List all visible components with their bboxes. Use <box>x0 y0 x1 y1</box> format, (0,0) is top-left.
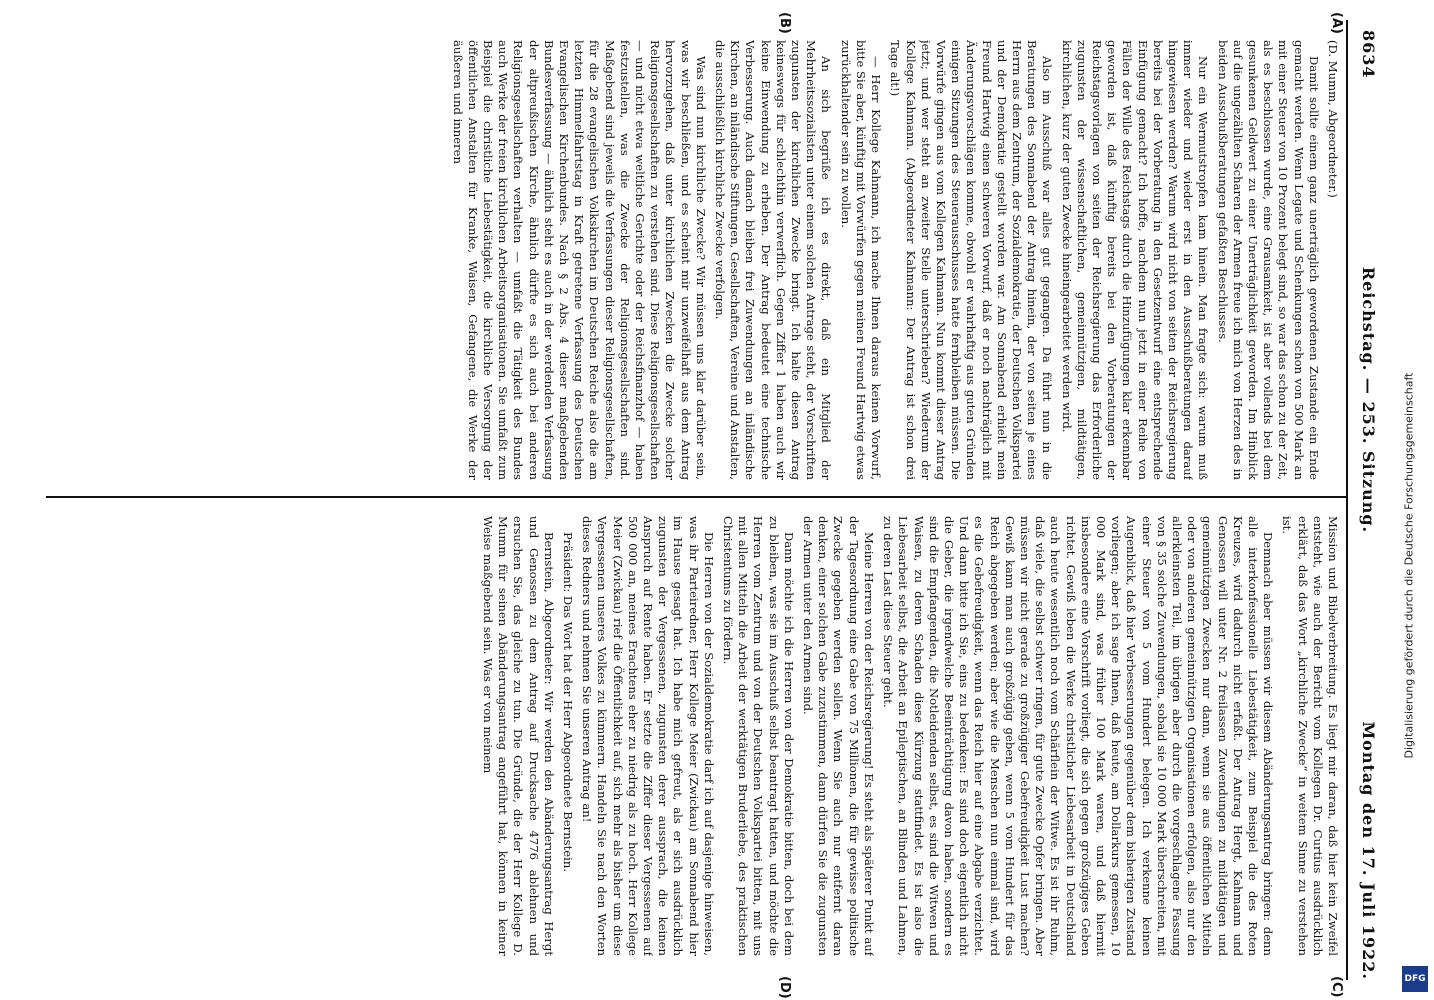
header-title: Reichstag. — 253. Sitzung. <box>1359 266 1378 534</box>
digitization-credit <box>1398 140 1420 990</box>
speaker-line: (D. Mumm, Abgeordneter.) <box>1326 40 1340 198</box>
digitization-credit-text: Digitalisierung gefördert durch die Deutsche Forschungsgemeinschaft <box>1402 372 1416 758</box>
paragraph: Meine Herren von der Reichsregierung! Es steht als späterer Punkt auf der Tagesordnung eine Gabe von 75 Millionen, die für gewisse politische Zwecke gegeben werden sollen. Wenn Sie auch nur entfernt daran denken, einer solchen Gabe zuzustimmen, dann dürfen Sie die zugunsten der Armen unter den Armen sind. <box>801 516 876 956</box>
page-number: 8634 <box>1359 30 1378 79</box>
paragraph: Bernstein, Abgeordneter: Wir werden den Abänderungsantrag Hergt und Genossen zu dem Antrag auf Drucksache 4776 ablehnen und ersuchen Sie, das gleiche zu tun. Die Gründe, die der Herr Kollege D. Mumm für seinen Abänderungsantrag angeführt hat, können in keiner Weise maßgebend sein. Was er von meinem <box>481 516 556 956</box>
paragraph: — Herr Kollege Kahmann, ich mache Ihnen daraus keinen Vorwurf, bitte Sie aber, künftig mit Vorwürfen gegen meinen Freund Hartwig etwas zurückhaltender sein zu wollen. <box>838 40 884 480</box>
paragraph: Damit sollte einem ganz unerträglich gewordenen Zustande ein Ende gemacht werden. Wenn Legate und Schenkungen schon von 500 Mark an mit einer Steuer von 10 Prozent belegt sind, so war das schon zu der Zeit, als es beschlossen wurde, eine Grausamkeit, ist aber vollends bei dem gesunkenen Geldwert zu einer Unerträglichkeit geworden. Im Hinblick auf die ungezählten Scharen der Armen freue ich mich von Herzen des in beiden Ausschußberatungen gefaßten Beschlusses. <box>1215 40 1321 480</box>
document-page <box>32 0 1392 1000</box>
dfg-logo-text: DFG <box>1404 974 1426 984</box>
dfg-logo <box>1402 966 1428 992</box>
paragraph: Nur ein Wermutstropfen kam hinein. Man fragte sich: warum muß immer wieder und wieder erst in den Ausschußberatungen darauf hingewiesen werden? Warum wird nicht von seiten der Reichsregierung bereits bei der Vorberatung in den Gesetzentwurf eine entsprechende Einfügung gemacht? Ich hoffe, nachdem nun jetzt in einer Reihe von Fällen der Wille des Reichstags durch die Hinzufügungen klar erkennbar geworden ist, daß künftig bereits bei den Vorberatungen der Reichstagsvorlagen von seiten der Reichsregierung das Erforderliche zugunsten der wissenschaftlichen, gemeinnützigen, mildtätigen, kirchlichen, kurz der guten Zwecke hineingearbeitet werden wird. <box>1059 40 1211 480</box>
paragraph: Dann möchte ich die Herren von der Demokratie bitten, doch bei dem zu bleiben, was sie im Ausschuß selbst beantragt hatten, und möchte die Herren vom Zentrum und von der Deutschen Volkspartei bitten, mit uns mit allen Mitteln die Arbeit der werktätigen Bruderliebe, des praktischen Christentums zu fördern. <box>721 516 796 956</box>
header-date: Montag den 17. Juli 1922. <box>1359 721 1378 980</box>
paragraph: Präsident: Das Wort hat der Herr Abgeordnete Bernstein. <box>561 532 576 872</box>
right-column <box>50 516 1340 956</box>
paragraph: Die Herren von der Sozialdemokratie darf ich auf dasjenige hinweisen, was ihr Parteiredner, Herr Kollege Meier (Zwickau) am Sonnabend hier im Hause gesagt hat. Ich habe mich gefreut, als er sich ausdrücklich zugunsten der Vergessenen, zugunsten derer aussprach, die keinen Anspruch auf Rente haben. Er setzte die Ziffer dieser Vergessenen auf 500 000 an, meines Erachtens eher zu niedrig als zu hoch. Herr Kollege Meier (Zwickau) rief die Öffentlichkeit auf, sich mehr als bisher um diese Vergessenen unseres Volkes zu kümmern. Handeln Sie nach den Worten dieses Redners und nehmen Sie unseren Antrag an! <box>580 516 716 956</box>
paragraph: Demnach aber müssen wir diesem Abänderungsantrag bringen: denn alle interkonfessionelle Liebestätigkeit, zum Beispiel die des Roten Kreuzes, wird dadurch nicht erfaßt. Der Antrag Hergt, Kahmann und Genossen will unter Nr. 2 freilassen Zuwendungen zu mildtätigen und gemeinnützigen Zwecken nur dann, wenn sie aus öffentlichen Mitteln oder von anderen gemeinnützigen Organisationen erfolgen, also nur den allerkleinsten Teil, im übrigen aber durch die vorgeschlagene Fassung von § 35 solche Zuwendungen, sobald sie 10 000 Mark überschreiten, mit einer Steuer von 5 vom Hundert belegen. Ich verkenne keinen Augenblick, daß hier Verbesserungen gegenüber dem bisherigen Zustand vorliegen; aber ich sage Ihnen, daß heute, am Dollarkurs gemessen, 10 000 Mark sind, was früher 100 Mark waren, und daß hiermit insbesondere eine Vorschrift vorliegt, die sich gegen großzügiges Geben richtet. Gewiß leben die Werke christlicher Liebesarbeit in Deutschland auch heute wesentlich noch vom Schärflein der Witwe. Es ist ihr Ruhm, daß viele, die selbst schwer ringen, für gute Zwecke Opfer bringen. Aber müssen wir nicht gerade zu großzügiger Gebefreudigkeit Lust machen? Gewiß kann man auch großzügig geben, wenn 5 vom Hundert für das Reich abgegeben werden; aber wie die Menschen nun einmal sind, wird es die Gebefreudigkeit, wenn das Reich hier auf eine Abgabe verzichtet. Und dann bitte ich Sie, eins zu bedenken: Es sind doch eigentlich nicht die Geber, die irgendwelche Beeinträchtigung davon haben, sondern es sind die Empfangenden, die Notleidenden selbst, es sind die Witwen und Waisen, zu deren Schaden diese Kürzung stattfindet. Es ist also die Liebesarbeit selbst, die Arbeit an Epileptischen, an Blinden und Lahmen, zu deren Last diese Steuer geht. <box>881 516 1276 956</box>
margin-marker-c: (C) <box>1329 976 1344 998</box>
margin-marker-d: (D) <box>777 976 792 999</box>
paragraph: Also im Ausschuß war alles gut gegangen. Da führt nun in die Beratungen des Sonnabend der Antrag hinein, der von seiten je eines Herrn aus dem Zentrum, der Sozialdemokratie, der Deutschen Volkspartei und der Demokratie gestellt worden war. Am Sonnabend erhielt mein Freund Hartwig einen schweren Vorwurf, daß er noch nachträglich mit Änderungsvorschlägen komme, obwohl er wahrhaftig aus guten Gründen einigen Sitzungen des Steuerausschusses hatte fernbleiben müssen. Die Vorwürfe gingen aus vom Kollegen Kahmann. Nun kommt dieser Antrag jetzt; und wer steht an zweiter Stelle unterschrieben? Wiederum der Kollege Kahmann. (Abgeordneter Kahmann: Der Antrag ist schon drei Tage alt!) <box>888 40 1055 480</box>
page-header <box>1352 30 1378 980</box>
paragraph: An sich begrüße ich es direkt, daß ein Mitglied der Mehrheitssozialisten unter einem solchen Antrage steht, der Vorschriften zugunsten der kirchlichen Zwecke bringt. Ich halte diesen Antrag keineswegs für schlechthin verwerflich. Gegen Ziffer 1 haben auch wir keine Einwendung zu erheben. Der Antrag bedeutet eine technische Verbesserung. Auch danach bleiben frei Zuwendungen an inländische Kirchen, an inländische Stiftungen, Gesellschaften, Vereine und Anstalten, die ausschließlich kirchliche Zwecke verfolgen. <box>713 40 834 480</box>
margin-marker-b: (B) <box>777 12 792 34</box>
paragraph: Was sind nun kirchliche Zwecke? Wir müssen uns klar darüber sein, was wir beschließen, und es scheint mir unzweifelhaft aus dem Antrag hervorzugehen, daß unter kirchlichen Zwecken die Zwecke solcher Religionsgesellschaften zu verstehen sind. Diese Religionsgesellschaften — und nicht etwa weltliche Gerichte oder der Reichsfinanzhof — haben festzustellen, was die Zwecke der Religionsgesellschaften sind. Maßgebend sind jeweils die Verfassungen dieser Religionsgesellschaften, für die 28 evangelischen Volkskirchen im Deutschen Reiche also die am letzten Himmelfahrtstag in Kraft getretene Verfassung des Deutschen Evangelischen Kirchenbundes. Nach § 2 Abs. 4 dieser maßgebenden Bundesverfassung — ähnlich steht es auch in der werdenden Verfassung der altpreußischen Kirche, ähnlich dürfte es sich auch bei anderen Religionsgesellschaften verhalten — umfaßt die Tätigkeit des Bundes auch Werke der freien kirchlichen Arbeitsorganisationen. Sie umfaßt zum Beispiel die christliche Liebestätigkeit, die kirchliche Versorgung der öffentlichen Anstalten für Kranke, Waisen, Gefangene, die Werke der äußeren und inneren <box>450 40 708 480</box>
header-rule <box>1346 20 1348 980</box>
margin-marker-a: (A) <box>1329 12 1344 34</box>
paragraph: Mission und Bibelverbreitung. Es liegt mir daran, daß hier kein Zweifel entsteht, wie auch der Bericht vom Kollegen Dr. Curtius ausdrücklich erklärt, daß das Wort „kirchliche Zwecke“ in weitem Sinne zu verstehen ist. <box>1280 516 1340 956</box>
left-column <box>50 40 1340 480</box>
column-divider <box>46 496 1346 498</box>
